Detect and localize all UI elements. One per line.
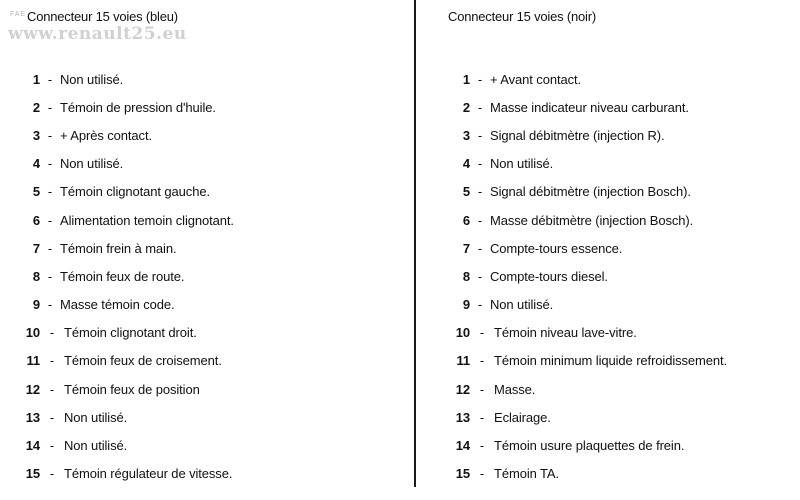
pin-number: 13 [455, 409, 470, 425]
pin-number: 5 [462, 184, 470, 200]
right-pin-row [420, 431, 800, 459]
right-pin-row [420, 262, 800, 290]
right-pin-row [420, 460, 800, 488]
pin-description: Témoin usure plaquettes de frein. [494, 438, 685, 454]
pin-separator: - [479, 325, 485, 341]
pin-number: 1 [32, 71, 40, 87]
pin-number: 15 [25, 466, 40, 482]
pin-description: Témoin clignotant gauche. [60, 184, 210, 200]
pin-separator: - [477, 297, 483, 313]
left-pin-row [0, 262, 410, 290]
left-pin-row [0, 178, 410, 206]
pin-separator: - [477, 212, 483, 228]
pin-number: 10 [455, 325, 470, 341]
pin-number: 6 [32, 212, 40, 228]
pin-number: 1 [462, 71, 470, 87]
pin-description: Signal débitmètre (injection R). [490, 127, 665, 143]
pin-description: Masse débitmètre (injection Bosch). [490, 212, 694, 228]
pin-separator: - [479, 381, 485, 397]
left-pin-row [0, 319, 410, 347]
pin-description: Masse. [494, 381, 536, 397]
pin-number: 12 [25, 381, 40, 397]
pin-separator: - [477, 71, 483, 87]
right-pin-row [420, 319, 800, 347]
pin-number: 3 [462, 127, 470, 143]
pin-number: 10 [25, 325, 40, 341]
pin-separator: - [479, 466, 485, 482]
pin-separator: - [47, 240, 53, 256]
pin-number: 2 [32, 99, 40, 115]
pin-number: 8 [462, 268, 470, 284]
pin-separator: - [47, 212, 53, 228]
pin-description: Masse témoin code. [60, 297, 175, 313]
pin-separator: - [477, 99, 483, 115]
pin-description: Non utilisé. [64, 438, 128, 454]
pin-number: 14 [455, 438, 470, 454]
pin-description: Compte-tours diesel. [490, 268, 608, 284]
left-connector-title: Connecteur 15 voies (bleu) [27, 9, 178, 24]
left-pin-row [0, 291, 410, 319]
pin-description: + Avant contact. [490, 71, 582, 87]
pin-separator: - [47, 184, 53, 200]
pin-number: 7 [32, 240, 40, 256]
right-pin-row [420, 234, 800, 262]
pin-separator: - [477, 184, 483, 200]
pin-number: 4 [462, 156, 470, 172]
pin-description: Compte-tours essence. [490, 240, 623, 256]
right-pin-row [420, 291, 800, 319]
pin-separator: - [49, 325, 55, 341]
pin-number: 11 [456, 353, 470, 369]
pin-number: 12 [455, 381, 470, 397]
left-pin-row [0, 403, 410, 431]
pin-description: Témoin feux de position [64, 381, 200, 397]
pin-description: Témoin clignotant droit. [64, 325, 197, 341]
pin-separator: - [49, 466, 55, 482]
right-pin-row [420, 375, 800, 403]
pin-number: 3 [32, 127, 40, 143]
right-pin-row [420, 65, 800, 93]
left-pin-row [0, 121, 410, 149]
pin-number: 14 [25, 438, 40, 454]
pin-separator: - [47, 99, 53, 115]
right-pin-row [420, 403, 800, 431]
right-pin-row [420, 206, 800, 234]
pin-description: Témoin minimum liquide refroidissement. [494, 353, 728, 369]
pin-number: 2 [462, 99, 470, 115]
right-pin-row [420, 121, 800, 149]
left-pin-row [0, 206, 410, 234]
pin-description: Témoin niveau lave-vitre. [494, 325, 637, 341]
right-pin-row [420, 93, 800, 121]
pin-separator: - [477, 268, 483, 284]
pin-separator: - [47, 71, 53, 87]
pin-description: Témoin frein à main. [60, 240, 177, 256]
watermark: www.renault25.eu [8, 24, 187, 44]
pin-separator: - [47, 156, 53, 172]
pin-description: Témoin de pression d'huile. [60, 99, 216, 115]
pin-number: 11 [26, 353, 40, 369]
pin-number: 15 [455, 466, 470, 482]
right-connector-title: Connecteur 15 voies (noir) [448, 9, 596, 24]
pin-separator: - [47, 297, 53, 313]
pin-description: Alimentation temoin clignotant. [60, 212, 234, 228]
pin-number: 6 [462, 212, 470, 228]
pin-number: 9 [462, 297, 470, 313]
pin-description: Signal débitmètre (injection Bosch). [490, 184, 691, 200]
pin-description: Eclairage. [494, 409, 551, 425]
pin-number: 9 [32, 297, 40, 313]
pin-description: Non utilisé. [490, 297, 554, 313]
pin-number: 4 [32, 156, 40, 172]
left-pin-row [0, 150, 410, 178]
pin-separator: - [49, 409, 55, 425]
left-pin-row [0, 93, 410, 121]
pin-separator: - [47, 268, 53, 284]
pin-description: Témoin feux de route. [60, 268, 185, 284]
pin-description: Non utilisé. [490, 156, 554, 172]
pin-separator: - [49, 438, 55, 454]
pin-description: Non utilisé. [64, 409, 128, 425]
pin-number: 13 [25, 409, 40, 425]
pin-separator: - [477, 240, 483, 256]
pin-description: Témoin feux de croisement. [64, 353, 222, 369]
pin-separator: - [49, 381, 55, 397]
left-pin-row [0, 375, 410, 403]
left-pin-row [0, 431, 410, 459]
left-pin-row [0, 347, 410, 375]
pin-description: Témoin TA. [494, 466, 559, 482]
faint-scan-mark: FAE [10, 11, 27, 18]
pin-separator: - [47, 127, 53, 143]
pin-separator: - [479, 438, 485, 454]
pin-separator: - [49, 353, 55, 369]
left-pin-list [0, 65, 410, 488]
right-pin-row [420, 178, 800, 206]
left-pin-row [0, 460, 410, 488]
right-pin-row [420, 347, 800, 375]
pin-separator: - [479, 409, 485, 425]
pin-description: Non utilisé. [60, 71, 124, 87]
pin-number: 7 [462, 240, 470, 256]
column-divider [414, 0, 416, 487]
pin-description: Masse indicateur niveau carburant. [490, 99, 689, 115]
pin-description: Témoin régulateur de vitesse. [64, 466, 233, 482]
pin-description: + Après contact. [60, 127, 152, 143]
pin-separator: - [477, 127, 483, 143]
pin-separator: - [479, 353, 485, 369]
pin-number: 8 [32, 268, 40, 284]
right-pin-row [420, 150, 800, 178]
right-pin-list [420, 65, 800, 488]
pin-description: Non utilisé. [60, 156, 124, 172]
pin-separator: - [477, 156, 483, 172]
left-pin-row [0, 234, 410, 262]
left-pin-row [0, 65, 410, 93]
pin-number: 5 [32, 184, 40, 200]
